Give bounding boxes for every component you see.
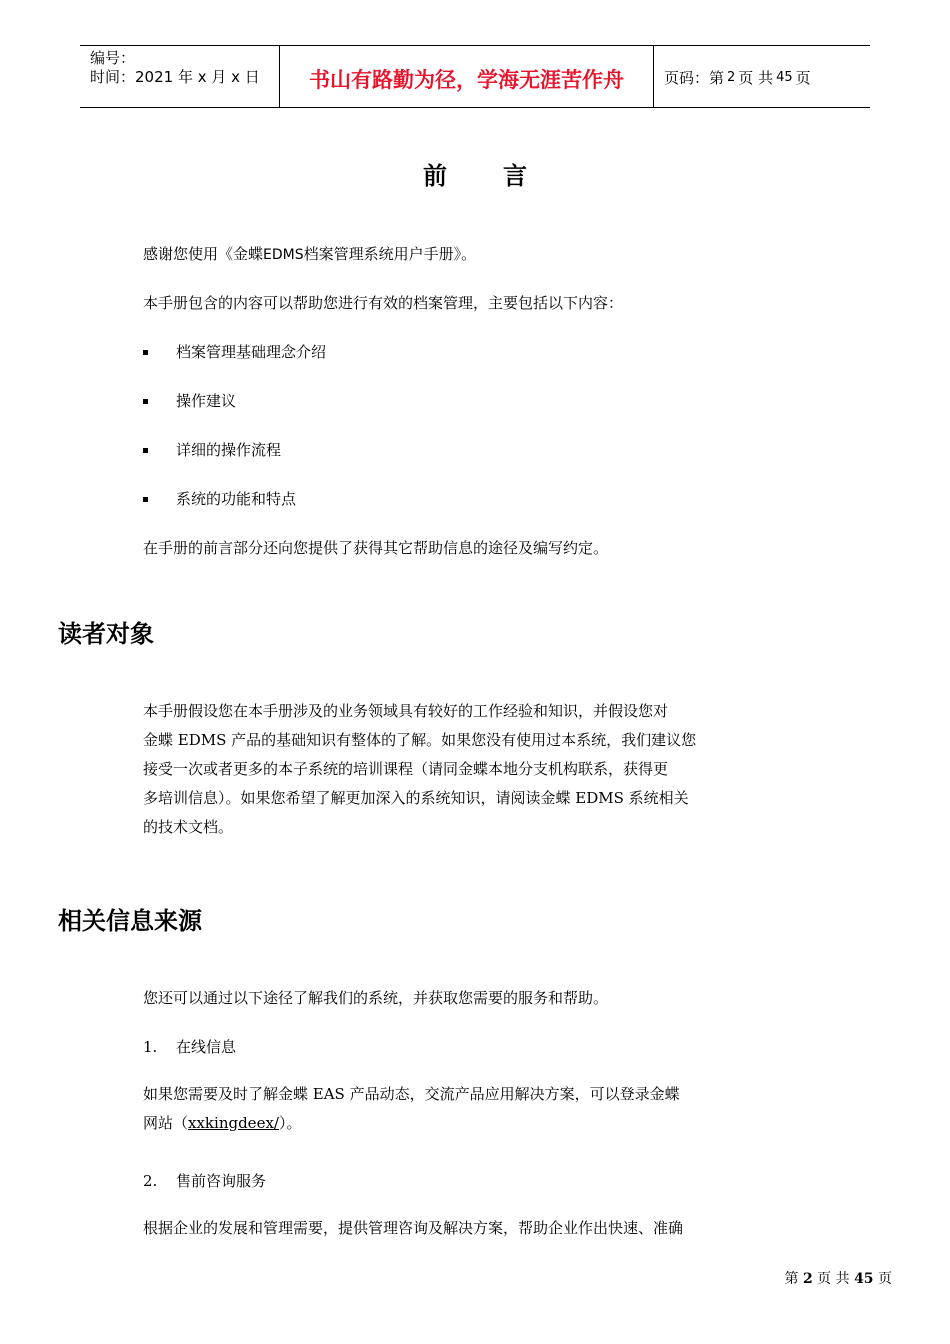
body-line-with-link xyxy=(143,1109,733,1138)
body-line: 本手册假设您在本手册涉及的业务领域具有较好的工作经验和知识，并假设您对 xyxy=(143,702,669,720)
body-line: 的技术文档。 xyxy=(143,818,234,836)
bullet-text: 操作建议 xyxy=(176,392,237,410)
bullet-icon xyxy=(143,497,148,502)
header-page-number xyxy=(654,46,870,107)
item-label: 售前咨询服务 xyxy=(176,1172,267,1190)
item-index: 1. xyxy=(143,1038,158,1056)
page-footer xyxy=(785,1268,893,1288)
body-line: 多培训信息）。如果您希望了解更加深入的系统知识，请阅读金蝶 EDMS 系统相关 xyxy=(143,789,689,807)
header-motto: 书山有路勤为径，学海无涯苦作舟 xyxy=(280,46,654,107)
intro-thanks-pre: 感谢您使用《金蝶 xyxy=(143,245,264,263)
page-suffix: 页 xyxy=(795,69,811,87)
page-current: 2 xyxy=(727,70,736,85)
intro-closing: 在手册的前言部分还向您提供了获得其它帮助信息的途径及编写约定。 xyxy=(143,539,609,557)
header-meta xyxy=(80,46,280,107)
document-number-label: 编号： xyxy=(90,49,136,67)
bullet-item xyxy=(143,489,296,509)
section-heading-readers: 读者对象 xyxy=(58,620,154,648)
item-label: 在线信息 xyxy=(176,1038,237,1056)
numbered-item-presales xyxy=(143,1171,266,1191)
page-total: 45 xyxy=(776,70,793,85)
bullet-text: 详细的操作流程 xyxy=(176,441,282,459)
body-line: 接受一次或者更多的本子系统的培训课程（请同金蝶本地分支机构联系，获得更 xyxy=(143,760,669,778)
page-mid: 页 共 xyxy=(738,69,774,87)
intro-thanks-post: 档案管理系统用户手册》。 xyxy=(303,245,477,263)
document-date: 时间：2021 年 x 月 x 日 xyxy=(90,68,260,86)
sources-intro: 您还可以通过以下途径了解我们的系统，并获取您需要的服务和帮助。 xyxy=(143,989,609,1007)
bullet-item xyxy=(143,440,281,460)
website-link[interactable]: xxkingdeex/ xyxy=(188,1114,279,1132)
intro-thanks-brand: EDMS xyxy=(263,247,304,263)
body-line: 如果您需要及时了解金蝶 EAS 产品动态，交流产品应用解决方案，可以登录金蝶 xyxy=(143,1085,680,1103)
section-heading-sources: 相关信息来源 xyxy=(58,907,202,935)
link-prefix: 网站（ xyxy=(143,1114,189,1132)
intro-thanks xyxy=(143,240,733,270)
bullet-icon xyxy=(143,350,148,355)
bullet-text: 系统的功能和特点 xyxy=(176,490,297,508)
numbered-item-online xyxy=(143,1037,236,1057)
footer-prefix: 第 xyxy=(784,1271,799,1287)
presales-body: 根据企业的发展和管理需要，提供管理咨询及解决方案，帮助企业作出快速、准确 xyxy=(143,1219,684,1237)
page-header xyxy=(80,45,870,108)
bullet-icon xyxy=(143,399,148,404)
footer-total: 45 xyxy=(854,1271,874,1287)
footer-suffix: 页 xyxy=(878,1271,892,1287)
section-readers-body xyxy=(143,697,733,842)
footer-current: 2 xyxy=(802,1271,813,1287)
page-title: 前言 xyxy=(423,161,583,190)
bullet-text: 档案管理基础理念介绍 xyxy=(176,343,327,361)
online-info-body xyxy=(143,1080,733,1138)
bullet-item xyxy=(143,342,326,362)
link-suffix: ）。 xyxy=(278,1114,302,1132)
item-index: 2. xyxy=(143,1172,158,1190)
bullet-item xyxy=(143,391,236,411)
footer-mid: 页 共 xyxy=(817,1271,850,1287)
intro-contents: 本手册包含的内容可以帮助您进行有效的档案管理，主要包括以下内容： xyxy=(143,294,624,312)
body-line: 金蝶 EDMS 产品的基础知识有整体的了解。如果您没有使用过本系统，我们建议您 xyxy=(143,731,697,749)
bullet-icon xyxy=(143,448,148,453)
page-prefix: 页码：第 xyxy=(664,69,725,87)
